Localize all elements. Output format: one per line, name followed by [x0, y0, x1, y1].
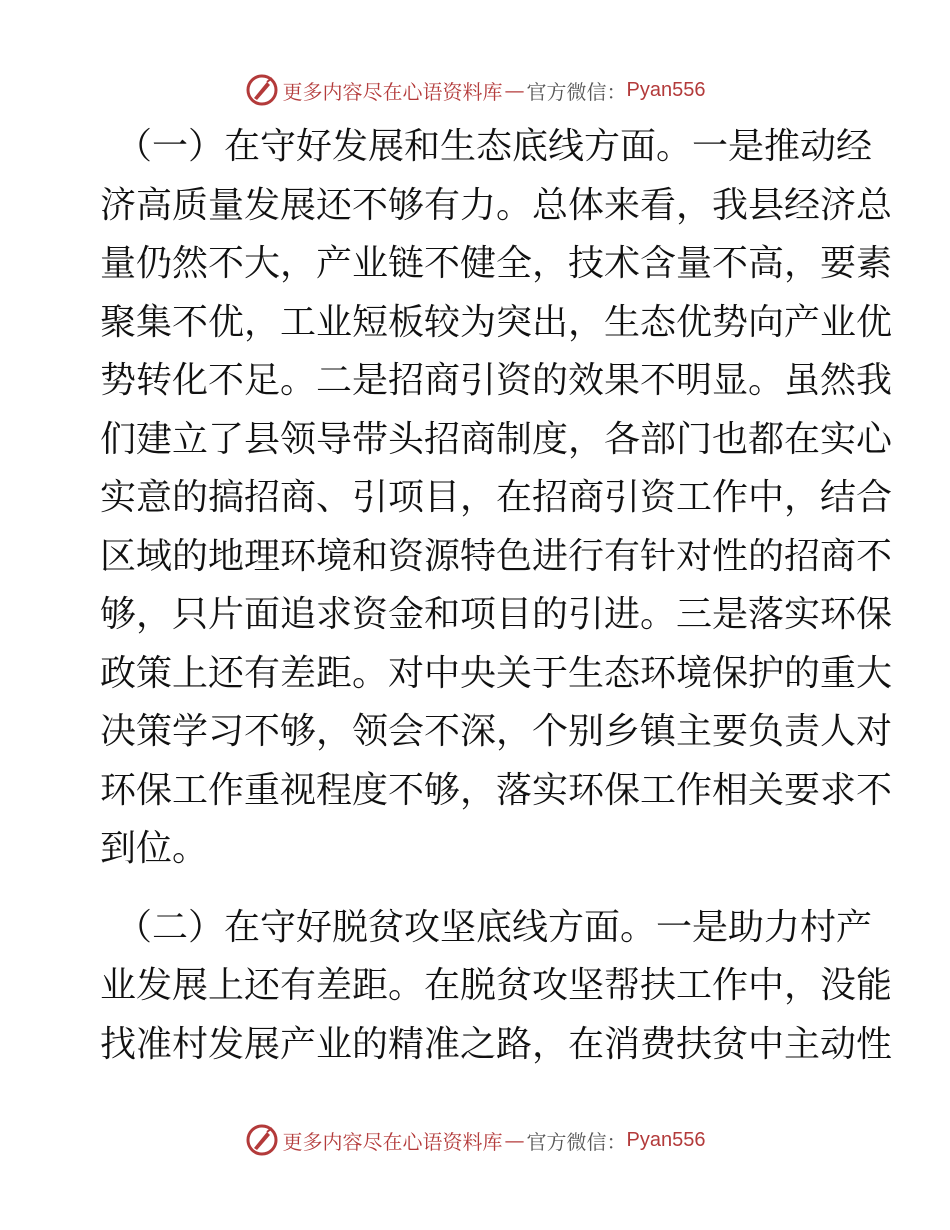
text-line: 环保工作重视程度不够，落实环保工作相关要求不: [100, 769, 893, 811]
text-line: 实意的搞招商、引项目，在招商引资工作中，结合: [100, 477, 893, 518]
quill-seal-icon: [245, 1123, 279, 1157]
text-line: 找准村发展产业的精准之路，在消费扶贫中主动性: [100, 1023, 893, 1065]
paragraph-1: [100, 118, 893, 879]
text-line: 们建立了县领导带头招商制度，各部门也都在实心: [100, 418, 893, 460]
watermark-dash: —: [504, 1128, 525, 1152]
text-line: （一）在守好发展和生态底线方面。一是推动经: [116, 126, 873, 167]
paragraph-2: [100, 899, 893, 1075]
text-line: 区域的地理环境和资源特色进行有针对性的招商不: [100, 535, 893, 577]
paragraph-spacer: [100, 879, 860, 899]
quill-seal-icon: [245, 73, 279, 107]
text-line: 济高质量发展还不够有力。总体来看，我县经济总: [100, 184, 893, 226]
watermark-site-name: 更多内容尽在心语资料库: [282, 79, 503, 104]
text-line: 业发展上还有差距。在脱贫攻坚帮扶工作中，没能: [100, 965, 893, 1006]
footer-watermark: [0, 1120, 950, 1160]
watermark-site-name: 更多内容尽在心语资料库: [282, 1129, 503, 1154]
document-body: [100, 118, 893, 1074]
watermark-wechat-label: 官方微信：: [526, 79, 627, 104]
text-line: 决策学习不够，领会不深，个别乡镇主要负责人对: [100, 711, 893, 752]
text-line: 政策上还有差距。对中央关于生态环境保护的重大: [100, 652, 893, 694]
text-line: 够，只片面追求资金和项目的引进。三是落实环保: [100, 594, 893, 635]
text-line: （二）在守好脱贫攻坚底线方面。一是助力村产: [116, 906, 873, 948]
text-line: 量仍然不大，产业链不健全，技术含量不高，要素: [100, 243, 893, 284]
watermark-account: Pyan556: [626, 1128, 706, 1151]
watermark-dash: —: [504, 78, 525, 102]
text-line: 到位。: [100, 828, 209, 869]
watermark-account: Pyan556: [626, 78, 706, 101]
text-line: 势转化不足。二是招商引资的效果不明显。虽然我: [100, 360, 893, 401]
text-line: 聚集不优，工业短板较为突出，生态优势向产业优: [100, 301, 893, 343]
header-watermark: [0, 70, 950, 110]
watermark-wechat-label: 官方微信：: [526, 1129, 627, 1154]
